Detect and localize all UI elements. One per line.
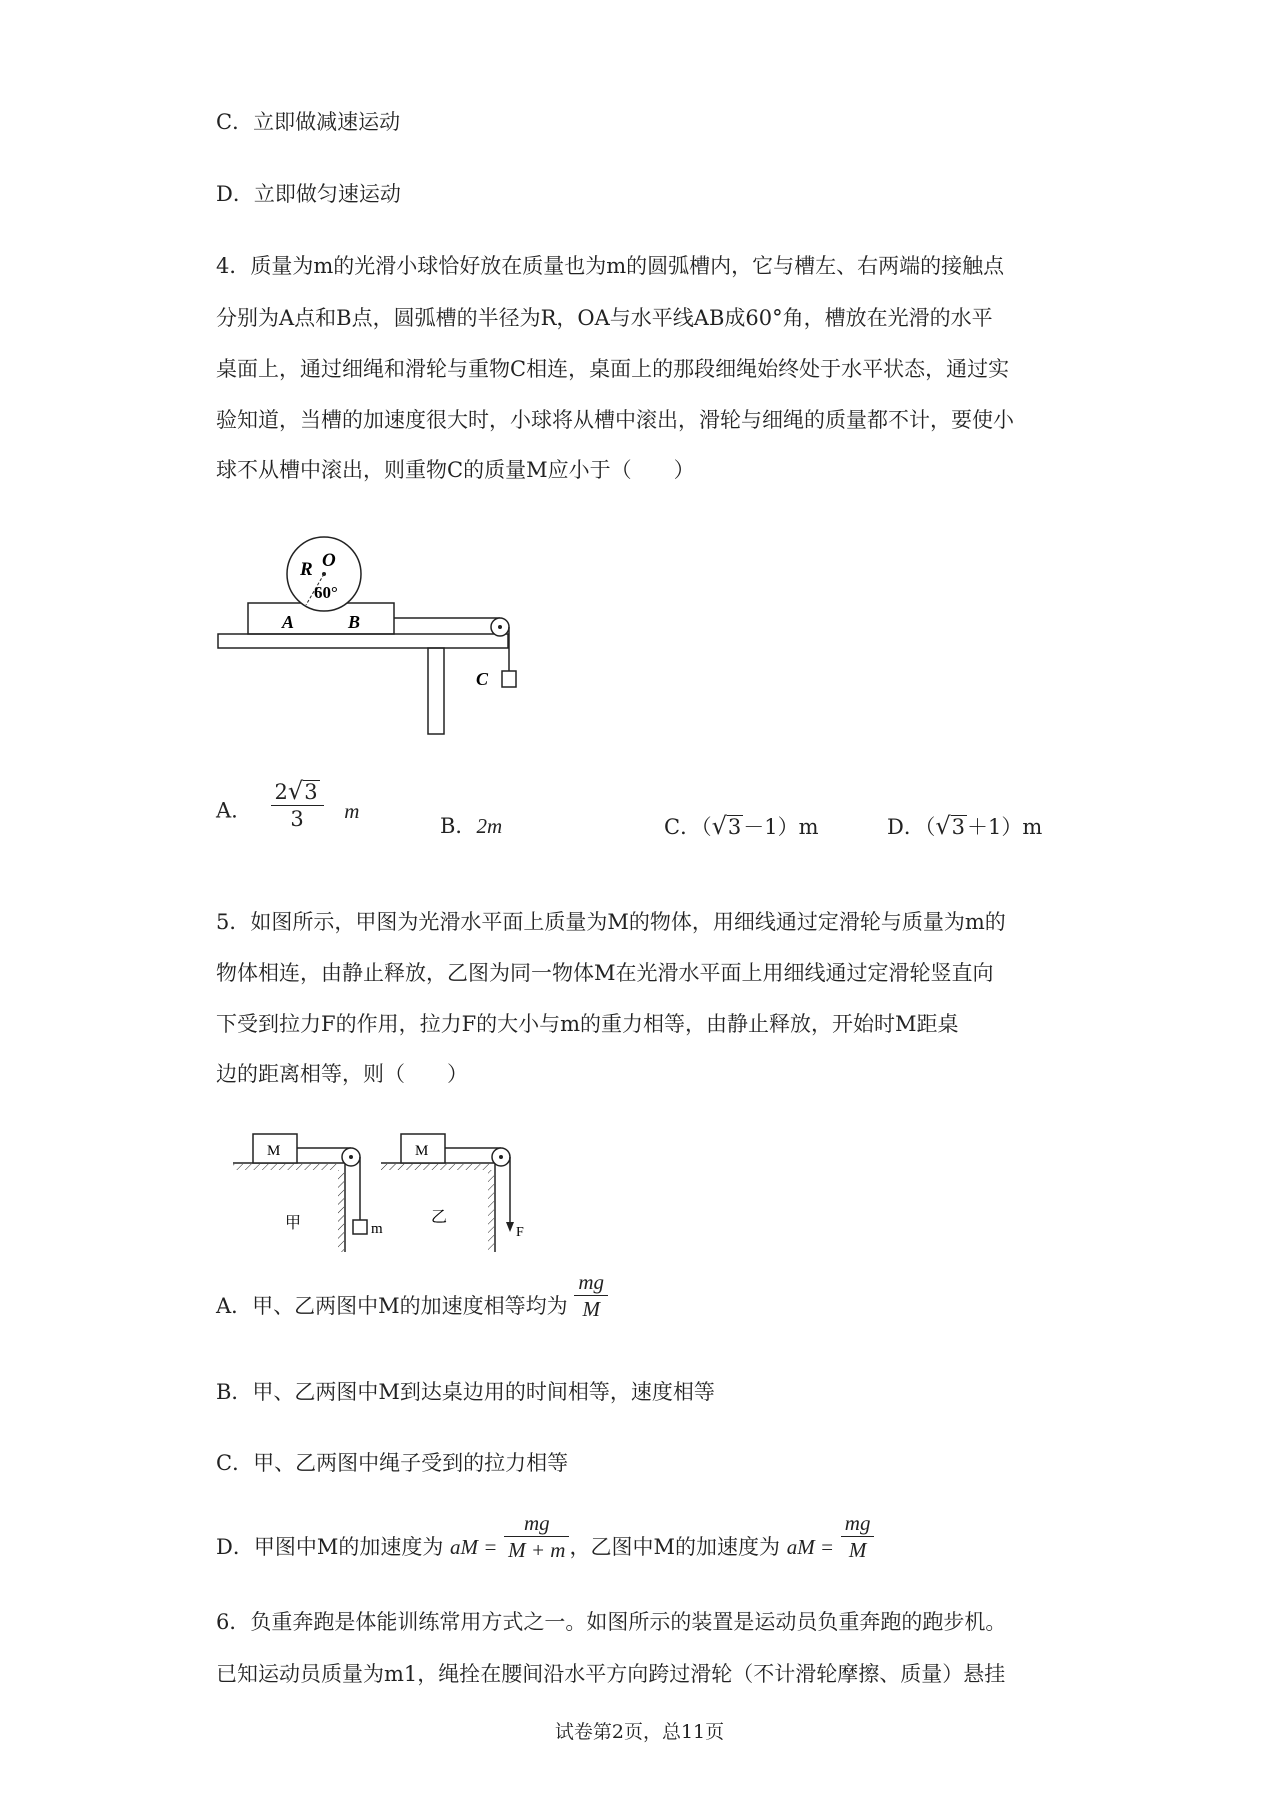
label-a: A bbox=[282, 612, 295, 632]
label-m-yi: M bbox=[415, 1143, 429, 1159]
table-leg bbox=[428, 648, 444, 734]
q6-line-2: 已知运动员质量为m1，绳拴在腰间沿水平方向跨过滑轮（不计滑轮摩擦、质量）悬挂 bbox=[216, 1662, 1006, 1686]
q5-figure bbox=[225, 1122, 545, 1262]
label-jia: 甲 bbox=[285, 1215, 302, 1232]
small-mass-m bbox=[353, 1220, 367, 1234]
label-f: F bbox=[516, 1225, 524, 1240]
q6-line-1: 6．负重奔跑是体能训练常用方式之一。如图所示的装置是运动员负重奔跑的跑步机。 bbox=[216, 1610, 1007, 1634]
label-m-jia: M bbox=[267, 1143, 281, 1159]
q4-line-2: 分别为A点和B点，圆弧槽的半径为R，OA与水平线AB成60°角，槽放在光滑的水平 bbox=[216, 306, 993, 330]
q5-option-b: B．甲、乙两图中M到达桌边用的时间相等，速度相等 bbox=[216, 1380, 715, 1404]
q4-option-d: D．（√3＋1）m bbox=[887, 812, 1043, 840]
q3-option-d: D．立即做匀速运动 bbox=[216, 182, 401, 206]
weight-c bbox=[502, 671, 516, 687]
page-footer: 试卷第2页，总11页 bbox=[554, 1721, 725, 1743]
q5-line-1: 5．如图所示，甲图为光滑水平面上质量为M的物体，用细线通过定滑轮与质量为m的 bbox=[216, 910, 1006, 934]
q5-option-d: D．甲图中M的加速度为 aM = $\frac{mg}{M + m}$ ，乙图中M的加速度为 aM = $\frac{mg}{M}$ bbox=[216, 1533, 874, 1563]
label-small-m: m bbox=[371, 1221, 383, 1237]
label-r: R bbox=[300, 559, 313, 580]
q4-figure bbox=[210, 530, 530, 745]
q4-line-3: 桌面上，通过细绳和滑轮与重物C相连，桌面上的那段细绳始终处于水平状态，通过实 bbox=[216, 357, 1010, 381]
label-o: O bbox=[322, 550, 336, 571]
q4-line-4: 验知道，当槽的加速度很大时，小球将从槽中滚出，滑轮与细绳的质量都不计，要使小 bbox=[216, 408, 1014, 432]
q5-option-c: C．甲、乙两图中绳子受到的拉力相等 bbox=[216, 1451, 569, 1475]
q4-line-5: 球不从槽中滚出，则重物C的质量M应小于（ ） bbox=[216, 458, 695, 482]
q5-line-4: 边的距离相等，则（ ） bbox=[216, 1062, 468, 1086]
label-angle: 60° bbox=[314, 583, 338, 602]
q5-option-a: A．甲、乙两图中M的加速度相等均为 $\frac{mg}{M}$ bbox=[216, 1292, 608, 1322]
q4-line-1: 4．质量为m的光滑小球恰好放在质量也为m的圆弧槽内，它与槽左、右两端的接触点 bbox=[216, 254, 1005, 278]
label-c: C bbox=[476, 669, 489, 689]
q5-line-3: 下受到拉力F的作用，拉力F的大小与m的重力相等，由静止释放，开始时M距桌 bbox=[216, 1012, 959, 1036]
q3-option-c: C．立即做减速运动 bbox=[216, 110, 401, 134]
label-yi: 乙 bbox=[431, 1209, 448, 1226]
q5-line-2: 物体相连，由静止释放，乙图为同一物体M在光滑水平面上用细线通过定滑轮竖直向 bbox=[216, 961, 994, 985]
q4-option-b: B．2m bbox=[440, 814, 503, 838]
table-top bbox=[218, 634, 508, 648]
q4-option-c: C．（√3－1）m bbox=[664, 812, 819, 840]
label-b: B bbox=[348, 612, 361, 632]
q4-option-a: A. $\frac{2√3}{3}$ m bbox=[216, 777, 360, 831]
